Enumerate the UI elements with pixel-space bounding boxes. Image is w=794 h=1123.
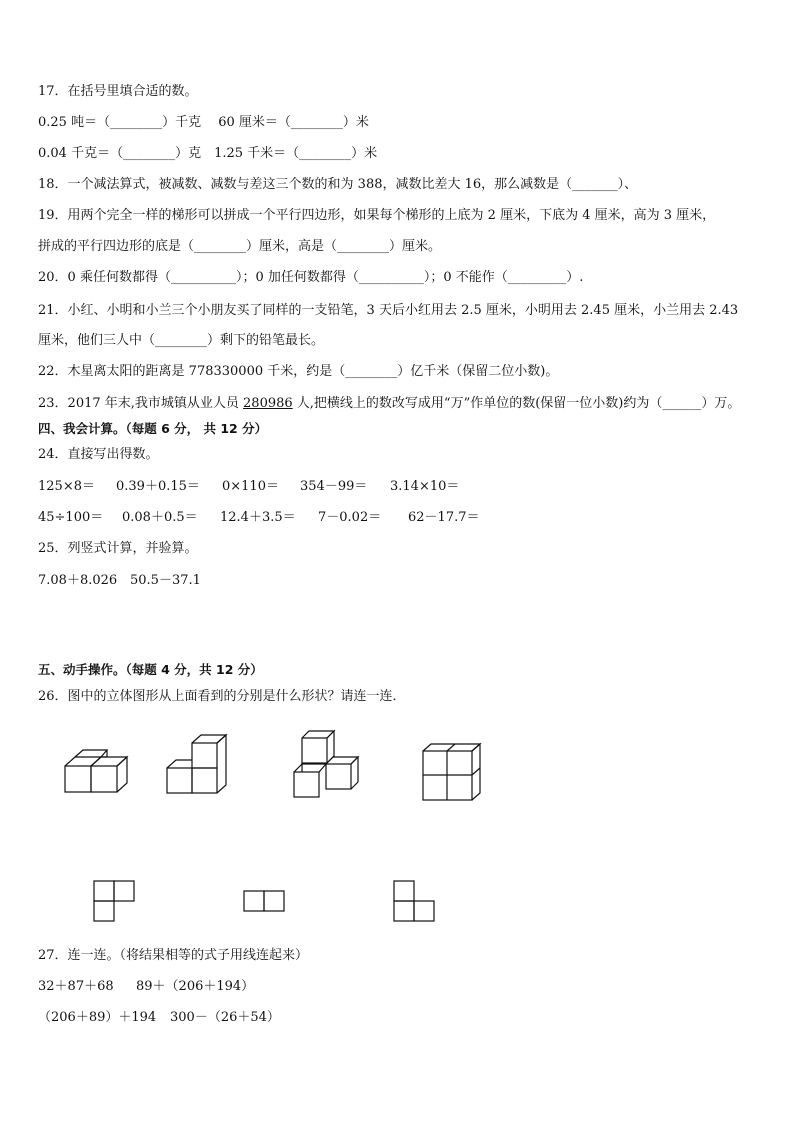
- q21-line1: 21．小红、小明和小兰三个小朋友买了同样的一支铅笔，3 天后小红用去 2.5 厘米，小明用去 2.45 厘米，小兰用去 2.43: [38, 303, 739, 318]
- q21-line2: 厘米，他们三人中（________）剩下的铅笔最长。: [38, 333, 325, 348]
- q19-line2: 拼成的平行四边形的底是（________）厘米，高是（________）厘米。: [38, 239, 442, 254]
- q17-row2: 0.04 千克＝（________）克 1.25 千米＝（________）米: [38, 146, 378, 161]
- q26-title: 26．图中的立体图形从上面看到的分别是什么形状？请连一连．: [38, 689, 406, 704]
- top-view-1: [94, 881, 134, 921]
- q24-expr: 354－99＝: [300, 479, 368, 494]
- q27-expr: （206＋89）＋194: [38, 1010, 157, 1025]
- q24-title: 24．直接写出得数。: [38, 447, 159, 462]
- q18: 18．一个减法算式，被减数、减数与差这三个数的和为 388，减数比差大 16，那么减数是（_______）、: [38, 177, 638, 192]
- q17-title: 17．在括号里填合适的数。: [38, 84, 198, 99]
- solid-2: [167, 735, 226, 793]
- q24-expr: 125×8＝: [38, 479, 95, 494]
- section-4-heading: 四、我会计算。（每题 6 分， 共 12 分）: [38, 421, 268, 436]
- section-5-heading: 五、动手操作。（每题 4 分，共 12 分）: [38, 662, 263, 677]
- q22: 22．木星离太阳的距离是 778330000 千米，约是（________）亿千米（保留二位小数)。: [38, 364, 559, 379]
- q24-expr: 0×110＝: [222, 479, 279, 494]
- solid-1: [65, 750, 127, 792]
- q24-expr: 0.08＋0.5＝: [122, 510, 198, 525]
- solid-3: [294, 731, 358, 797]
- q17-row1: 0.25 吨＝（________）千克 60 厘米＝（________）米: [38, 115, 369, 130]
- solid-4: [423, 744, 480, 800]
- q20: 20．0 乘任何数都得（__________）；0 加任何数都得（__________）；0 不能作（_________）.: [38, 270, 584, 285]
- q24-expr: 3.14×10＝: [390, 479, 460, 494]
- q27-expr: 32＋87＋68: [38, 979, 114, 994]
- q23-pre: 23．2017 年末,我市城镇从业人员: [38, 396, 244, 411]
- q25-expr: 50.5－37.1: [130, 573, 201, 588]
- q24-expr: 0.39＋0.15＝: [116, 479, 200, 494]
- q24-expr: 45÷100＝: [38, 510, 104, 525]
- q27-expr: 300－（26＋54）: [170, 1010, 280, 1025]
- q23-number: 280986: [243, 396, 293, 411]
- top-view-2: [244, 891, 284, 911]
- q27-title: 27．连一连。（将结果相等的式子用线连起来）: [38, 948, 309, 963]
- q23-post: 人,把横线上的数改写成用“万”作单位的数(保留一位小数)约为（______）万。: [292, 396, 741, 411]
- q24-expr: 62－17.7＝: [408, 510, 480, 525]
- q19-line1: 19．用两个完全一样的梯形可以拼成一个平行四边形，如果每个梯形的上底为 2 厘米，下底为 4 厘米，高为 3 厘米，: [38, 208, 716, 223]
- q25-expr: 7.08＋8.026: [38, 573, 118, 588]
- q24-expr: 12.4＋3.5＝: [220, 510, 296, 525]
- q25-title: 25．列竖式计算，并验算。: [38, 541, 198, 556]
- q27-expr: 89＋（206＋194）: [136, 979, 255, 994]
- q24-expr: 7－0.02＝: [318, 510, 382, 525]
- top-view-3: [394, 881, 434, 921]
